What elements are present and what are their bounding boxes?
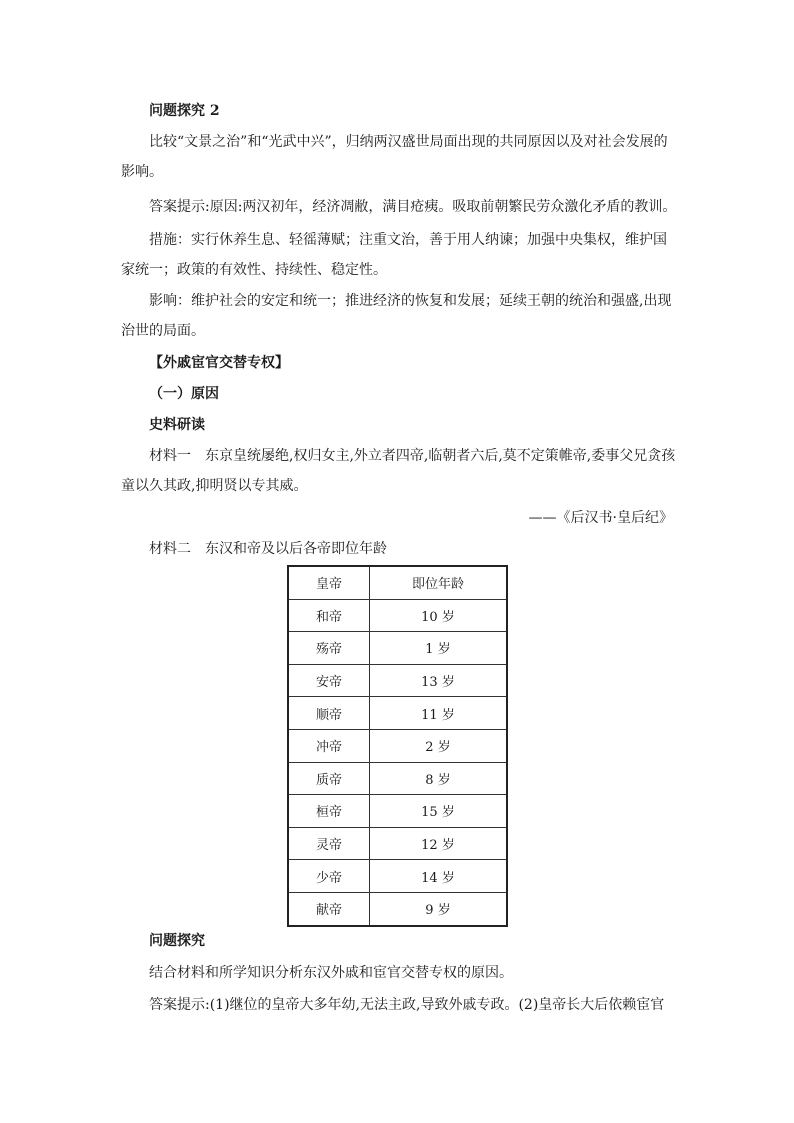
section2-answer: 答案提示:(1)继位的皇帝大多年幼,无法主政,导致外戚专政。(2)皇帝长大后依赖宦官 (149, 997, 665, 1013)
table-row (288, 632, 507, 665)
emperor-cell: 殇帝 (288, 632, 370, 665)
material-two: 材料二 东汉和帝及以后各帝即位年龄 (149, 541, 387, 557)
age-cell: 14 岁 (370, 860, 508, 893)
section1-answer-reason: 答案提示:原因:两汉初年，经济凋敝，满目疮痍。吸取前朝繁民劳众激化矛盾的教训。 (149, 199, 677, 215)
material-one: 材料一 东京皇统屡绝,权归女主,外立者四帝,临朝者六后,莫不定策帷帝,委事父兄贪孩童以久其政,抑明贤以专其威。 (121, 448, 676, 494)
table-header-row (288, 566, 507, 599)
table-row (288, 827, 507, 860)
age-cell: 11 岁 (370, 697, 508, 730)
age-cell: 1 岁 (370, 632, 508, 665)
table-row (288, 762, 507, 795)
age-cell: 2 岁 (370, 729, 508, 762)
age-cell: 15 岁 (370, 795, 508, 828)
section1-question: 比较“文景之治”和“光武中兴”，归纳两汉盛世局面出现的共同原因以及对社会发展的影响。 (121, 134, 668, 180)
table-row (288, 599, 507, 632)
emperor-cell: 质帝 (288, 762, 370, 795)
table-row (288, 892, 507, 925)
emperor-cell: 献帝 (288, 892, 370, 925)
table-row (288, 664, 507, 697)
emperor-cell: 顺帝 (288, 697, 370, 730)
section1-answer-measures: 措施：实行休养生息、轻徭薄赋；注重文治，善于用人纳谏；加强中央集权，维护国家统一；政策的有效性、持续性、稳定性。 (121, 232, 667, 278)
reign-age-table (287, 565, 508, 927)
header-emperor: 皇帝 (288, 566, 370, 599)
age-cell: 12 岁 (370, 827, 508, 860)
emperor-cell: 和帝 (288, 599, 370, 632)
table-row (288, 795, 507, 828)
table-row (288, 860, 507, 893)
reading-heading: 史料研读 (149, 417, 205, 433)
header-age: 即位年龄 (370, 566, 508, 599)
emperor-cell: 冲帝 (288, 729, 370, 762)
section2-question: 结合材料和所学知识分析东汉外戚和宦官交替专权的原因。 (149, 965, 513, 981)
material-one-source: ——《后汉书·皇后纪》 (528, 510, 673, 526)
table-row (288, 697, 507, 730)
emperor-cell: 少帝 (288, 860, 370, 893)
section1-answer-impact: 影响：维护社会的安定和统一；推进经济的恢复和发展；延续王朝的统治和强盛,出现治世的局面。 (121, 293, 672, 339)
table-row (288, 729, 507, 762)
emperor-cell: 安帝 (288, 664, 370, 697)
emperor-cell: 桓帝 (288, 795, 370, 828)
section2-title: 【外戚宦官交替专权】 (149, 355, 289, 371)
age-cell: 10 岁 (370, 599, 508, 632)
age-cell: 9 岁 (370, 892, 508, 925)
section2-subtitle: （一）原因 (149, 386, 219, 402)
age-cell: 8 岁 (370, 762, 508, 795)
emperor-cell: 灵帝 (288, 827, 370, 860)
section1-heading: 问题探究 2 (149, 103, 220, 119)
question-heading: 问题探究 (149, 933, 205, 949)
age-cell: 13 岁 (370, 664, 508, 697)
